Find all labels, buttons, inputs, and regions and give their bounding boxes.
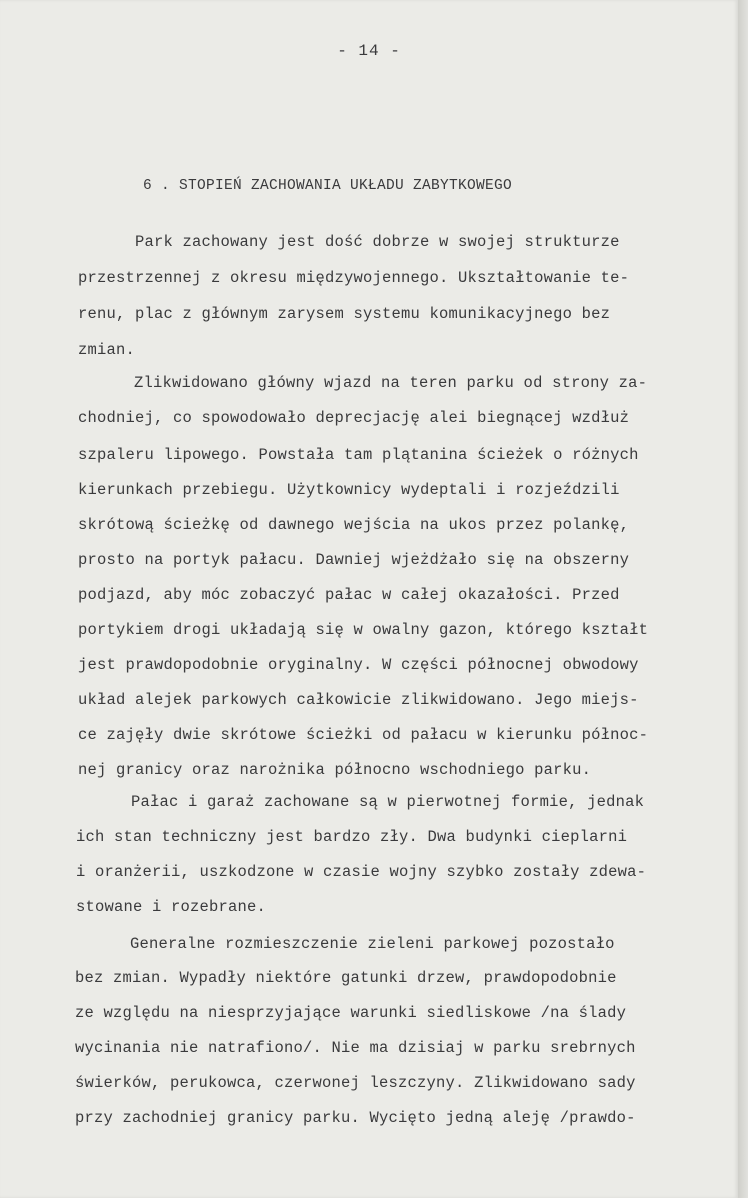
text-line: ich stan techniczny jest bardzo zły. Dwa budynki cieplarni: [76, 828, 628, 846]
text-line: portykiem drogi układają się w owalny gazon, którego kształt: [78, 621, 649, 639]
text-line: świerków, perukowca, czerwonej leszczyny. Zlikwidowano sady: [75, 1074, 636, 1092]
text-line: Pałac i garaż zachowane są w pierwotnej formie, jednak: [131, 793, 645, 811]
text-line: prosto na portyk pałacu. Dawniej wjeżdżało się na obszerny: [78, 551, 630, 569]
text-line: układ alejek parkowych całkowicie zlikwidowano. Jego miejs-: [78, 691, 639, 709]
text-line: nej granicy oraz narożnika północno wschodniego parku.: [78, 761, 592, 779]
text-line: szpaleru lipowego. Powstała tam plątanina ścieżek o różnych: [78, 446, 639, 464]
text-line: ce zajęły dwie skrótowe ścieżki od pałacu w kierunku północ-: [78, 726, 649, 744]
page-number: - 14 -: [337, 42, 401, 60]
page-edge: [738, 0, 748, 1198]
text-line: jest prawdopodobnie oryginalny. W części północnej obwodowy: [78, 656, 639, 674]
text-line: Generalne rozmieszczenie zieleni parkowej pozostało: [130, 935, 615, 953]
text-line: kierunkach przebiegu. Użytkownicy wydeptali i rozjeździli: [78, 481, 620, 499]
text-line: renu, plac z głównym zarysem systemu komunikacyjnego bez: [78, 305, 611, 323]
text-line: przy zachodniej granicy parku. Wycięto jedną aleję /prawdo-: [75, 1109, 636, 1127]
text-line: skrótową ścieżkę od dawnego wejścia na ukos przez polankę,: [78, 516, 630, 534]
text-line: ze względu na niesprzyjające warunki siedliskowe /na ślady: [75, 1004, 627, 1022]
text-line: Park zachowany jest dość dobrze w swojej strukturze: [135, 233, 620, 251]
text-line: Zlikwidowano główny wjazd na teren parku od strony za-: [134, 374, 648, 392]
section-heading: 6 . STOPIEŃ ZACHOWANIA UKŁADU ZABYTKOWEGO: [143, 178, 513, 194]
text-line: bez zmian. Wypadły niektóre gatunki drzew, prawdopodobnie: [75, 969, 617, 987]
text-line: stowane i rozebrane.: [76, 898, 267, 916]
text-line: i oranżerii, uszkodzone w czasie wojny szybko zostały zdewa-: [76, 863, 647, 881]
text-line: podjazd, aby móc zobaczyć pałac w całej okazałości. Przed: [78, 586, 620, 604]
text-line: chodniej, co spowodowało deprecjację alei biegnącej wzdłuż: [78, 409, 630, 427]
text-line: przestrzennej z okresu międzywojennego. Ukształtowanie te-: [78, 269, 630, 287]
text-line: zmian.: [78, 341, 136, 359]
text-line: wycinania nie natrafiono/. Nie ma dzisiaj w parku srebrnych: [75, 1039, 636, 1057]
